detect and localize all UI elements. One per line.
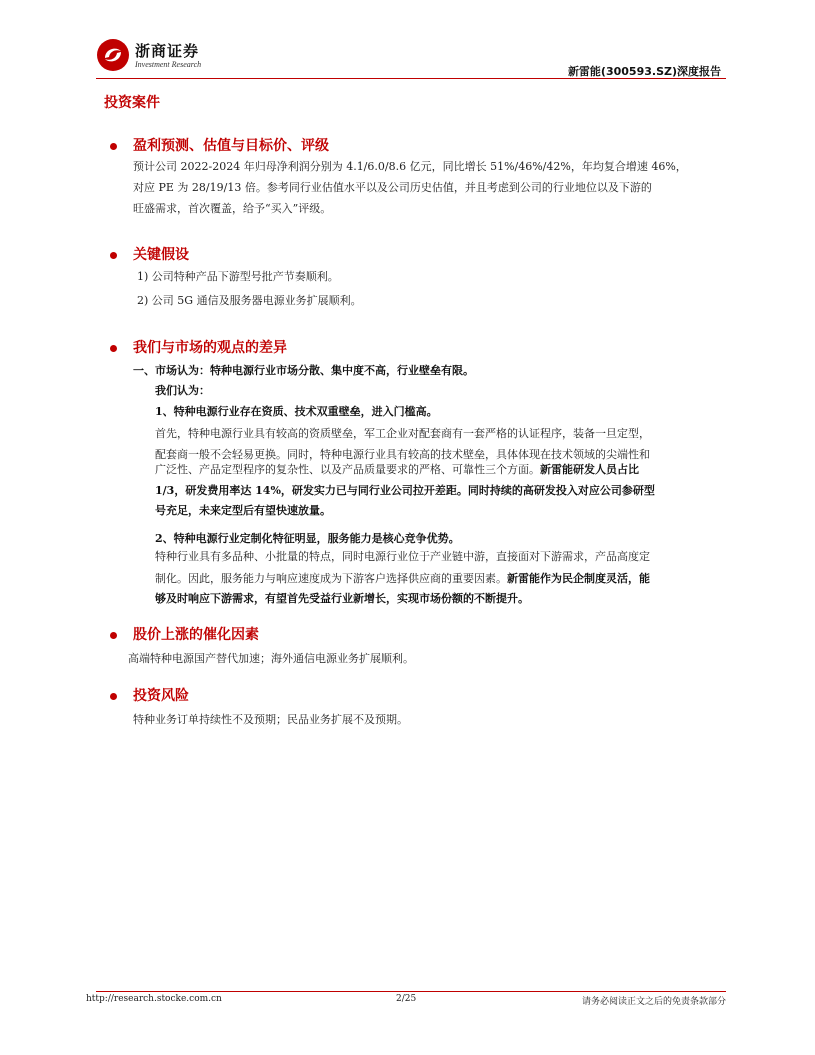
bullet-icon [110,693,117,700]
risk-text: 特种业务订单持续性不及预期；民品业务扩展不及预期。 [133,713,408,726]
footer-disclaimer: 请务必阅读正文之后的免责条款部分 [581,997,726,1007]
point-2-line-1: 特种行业具有多品种、小批量的特点，同时电源行业位于产业链中游，直接面对下游需求，产品高度定 [155,550,650,563]
bullet-icon [110,632,117,639]
heading-profit-forecast: 盈利预测、估值与目标价、评级 [133,138,329,154]
point-1-line-2: 配套商一般不会轻易更换。同时，特种电源行业具有较高的技术壁垒，具体体现在技术领域的尖端性和 [155,448,650,461]
page-number: 2/25 [396,994,417,1004]
brand-name-cn: 浙商证券 [135,42,200,60]
section-title: 投资案件 [104,95,160,111]
point-2-line-3: 够及时响应下游需求，有望首先受益行业新增长，实现市场份额的不断提升。 [155,592,529,605]
market-view: 一、市场认为：特种电源行业市场分散、集中度不高，行业壁垒有限。 [133,364,474,377]
heading-key-assumptions: 关键假设 [133,247,189,263]
bullet-icon [110,252,117,259]
profit-line-2: 对应 PE 为 28/19/13 倍。参考同行业估值水平以及公司历史估值，并且考虑到公司的行业地位以及下游的 [133,181,652,194]
heading-investment-risk: 投资风险 [133,688,189,704]
bullet-icon [110,345,117,352]
assumption-item-1: 1) 公司特种产品下游型号批产节奏顺利。 [137,270,339,283]
footer-url[interactable]: http://research.stocke.com.cn [86,994,222,1004]
footer-divider [96,991,726,992]
heading-view-difference: 我们与市场的观点的差异 [133,340,287,356]
header-divider [96,78,726,79]
point-2-title: 2、特种电源行业定制化特征明显，服务能力是核心竞争优势。 [155,532,460,545]
point-1-line-3-normal: 广泛性、产品定型程序的复杂性、以及产品质量要求的严格、可靠性三个方面。 [155,463,540,476]
profit-line-3: 旺盛需求，首次覆盖，给予“买入”评级。 [133,202,332,215]
point-1-title: 1、特种电源行业存在资质、技术双重壁垒，进入门槛高。 [155,405,438,418]
point-1-bold-line-2: 号充足，未来定型后有望快速放量。 [155,504,331,517]
profit-line-1: 预计公司 2022-2024 年归母净利润分别为 4.1/6.0/8.6 亿元，同比增长 51%/46%/42%，年均复合增速 46%， [133,160,687,173]
bullet-icon [110,143,117,150]
catalyst-text: 高端特种电源国产替代加速；海外通信电源业务扩展顺利。 [128,652,414,665]
brand-name-en: Investment Research [135,60,202,69]
report-title: 新雷能(300593.SZ)深度报告 [567,65,721,78]
our-view-label: 我们认为： [155,384,210,397]
point-2-line-2-normal: 制化。因此，服务能力与响应速度成为下游客户选择供应商的重要因素。 [155,572,507,585]
point-2-line-2 [155,568,650,589]
assumption-item-2: 2) 公司 5G 通信及服务器电源业务扩展顺利。 [137,294,362,307]
point-1-bold-line-1: 1/3，研发费用率达 14%，研发实力已与同行业公司拉开差距。同时持续的高研发投入对应公司参研型 [155,484,655,497]
point-1-line-1: 首先，特种电源行业具有较高的资质壁垒，军工企业对配套商有一套严格的认证程序，装备一旦定型， [155,427,650,440]
point-1-line-3 [155,459,639,480]
heading-catalysts: 股价上涨的催化因素 [133,627,259,643]
point-1-line-3-bold: 新雷能研发人员占比 [540,463,639,476]
brokerage-logo-icon [96,38,130,72]
point-2-line-2-bold: 新雷能作为民企制度灵活，能 [507,572,650,585]
